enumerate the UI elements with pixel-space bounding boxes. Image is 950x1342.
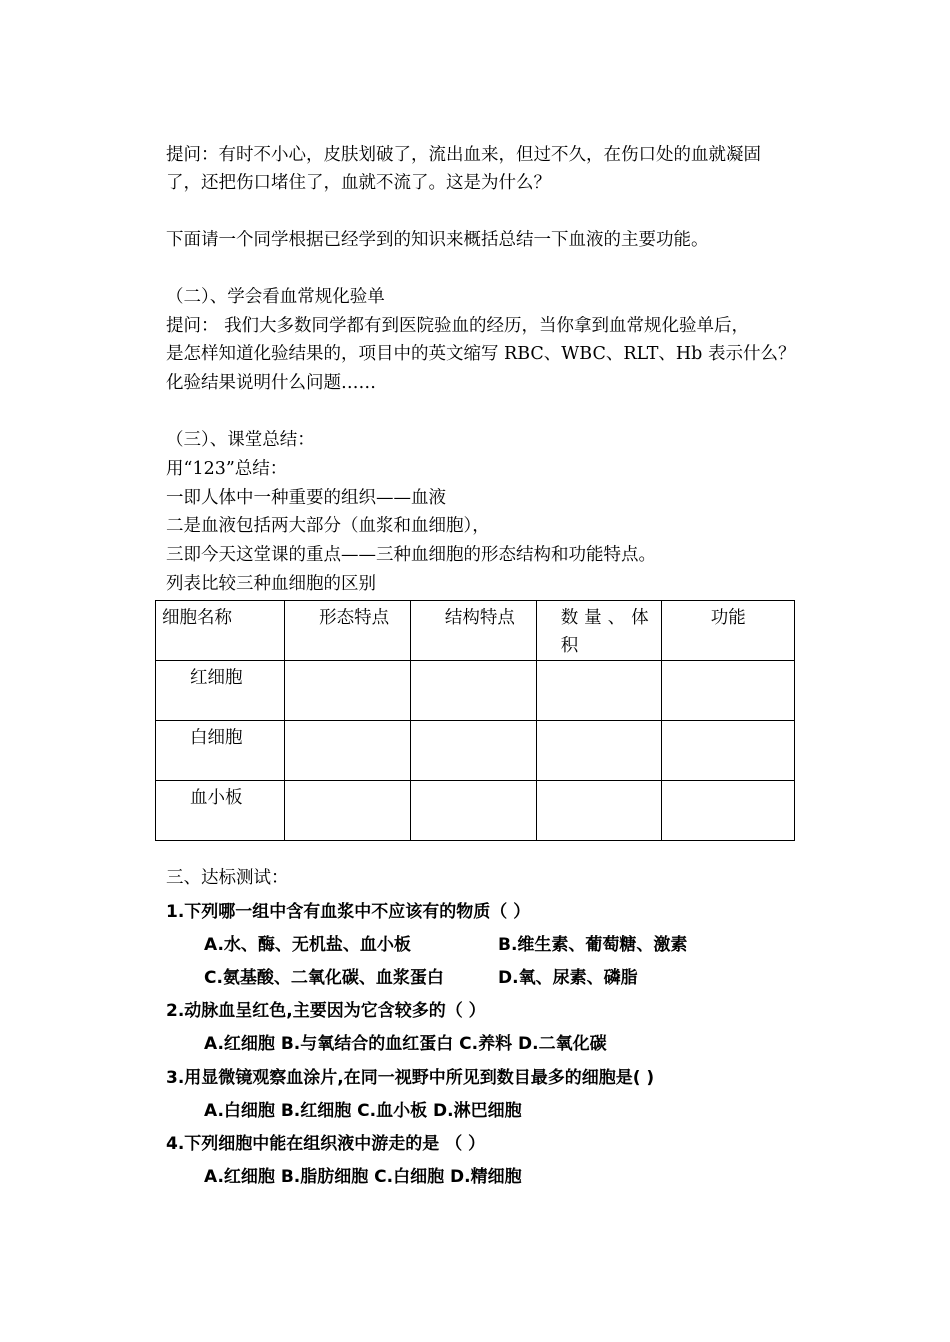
cell-name: 血小板 <box>156 781 285 841</box>
table-cell <box>410 661 536 721</box>
table-row <box>156 661 795 721</box>
cell-name: 白细胞 <box>156 721 285 781</box>
option-1c: C.氨基酸、二氧化碳、血浆蛋白 <box>204 968 444 988</box>
summary-prompt: 下面请一个同学根据已经学到的知识来概括总结一下血液的主要功能。 <box>166 230 709 250</box>
test-question-4: 4.下列细胞中能在组织液中游走的是 （ ） <box>166 1134 486 1154</box>
section-2-question-line-2: 是怎样知道化验结果的，项目中的英文缩写 RBC、WBC、RLT、Hb 表示什么？ <box>166 344 796 364</box>
table-cell <box>410 781 536 841</box>
summary-line-3: 二是血液包括两大部分（血浆和血细胞）， <box>166 516 490 536</box>
table-row <box>156 781 795 841</box>
test-question-3: 3.用显微镜观察血涂片,在同一视野中所见到数目最多的细胞是( ) <box>166 1068 655 1088</box>
table-header: 功能 <box>662 601 795 661</box>
options-3: A.白细胞 B.红细胞 C.血小板 D.淋巴细胞 <box>204 1101 522 1121</box>
table-cell <box>662 721 795 781</box>
table-cell <box>536 721 662 781</box>
options-2: A.红细胞 B.与氧结合的血红蛋白 C.养料 D.二氧化碳 <box>204 1034 607 1054</box>
table-cell <box>536 661 662 721</box>
question-1-line-1: 提问：有时不小心，皮肤划破了，流出血来，但过不久，在伤口处的血就凝固 <box>166 145 761 165</box>
question-1-line-2: 了，还把伤口堵住了，血就不流了。这是为什么？ <box>166 173 551 193</box>
table-cell <box>536 781 662 841</box>
summary-line-4: 三即今天这堂课的重点——三种血细胞的形态结构和功能特点。 <box>166 545 656 565</box>
option-1a: A.水、酶、无机盐、血小板 <box>204 935 411 955</box>
table-cell <box>285 721 411 781</box>
section-2-question-line-1: 提问： 我们大多数同学都有到医院验血的经历，当你拿到血常规化验单后， <box>166 316 750 336</box>
options-4: A.红细胞 B.脂肪细胞 C.白细胞 D.精细胞 <box>204 1167 522 1187</box>
table-header: 形态特点 <box>285 601 411 661</box>
table-header: 结构特点 <box>410 601 536 661</box>
summary-line-2: 一即人体中一种重要的组织——血液 <box>166 488 446 508</box>
table-cell <box>285 781 411 841</box>
option-1d: D.氧、尿素、磷脂 <box>498 968 638 988</box>
table-cell <box>410 721 536 781</box>
option-1b: B.维生素、葡萄糖、激素 <box>498 935 688 955</box>
cell-name: 红细胞 <box>156 661 285 721</box>
table-header: 数量、体积 <box>536 601 662 661</box>
table-row <box>156 721 795 781</box>
section-3-heading: （三）、课堂总结： <box>166 430 315 450</box>
table-caption: 列表比较三种血细胞的区别 <box>166 574 376 594</box>
table-cell <box>662 781 795 841</box>
test-heading: 三、达标测试： <box>166 868 289 888</box>
comparison-table <box>155 600 795 841</box>
test-question-2: 2.动脉血呈红色,主要因为它含较多的（ ） <box>166 1001 486 1021</box>
table-cell <box>285 661 411 721</box>
test-question-1: 1.下列哪一组中含有血浆中不应该有的物质（ ） <box>166 902 531 922</box>
table-header: 细胞名称 <box>156 601 285 661</box>
section-2-heading: （二）、学会看血常规化验单 <box>166 287 385 307</box>
table-header-row <box>156 601 795 661</box>
table-cell <box>662 661 795 721</box>
section-2-question-line-3: 化验结果说明什么问题…… <box>166 373 376 393</box>
summary-line-1: 用“123”总结： <box>166 459 288 479</box>
